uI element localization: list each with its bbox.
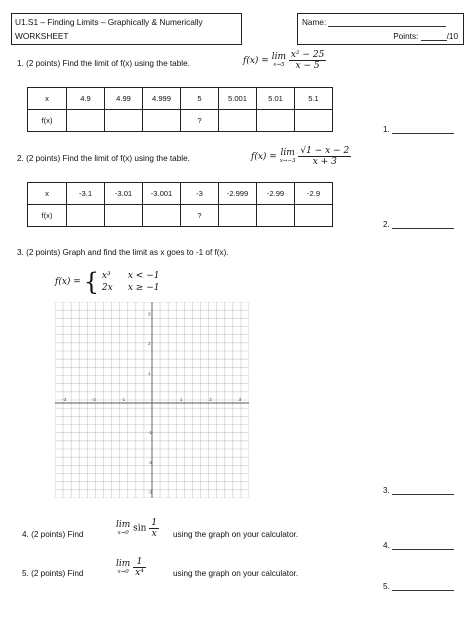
q2-x-3: -3.001: [143, 183, 181, 205]
y-tick-label: -3: [148, 489, 153, 495]
points-row: [393, 31, 458, 41]
q1-x-0: x: [28, 88, 67, 110]
points-label: Points:: [393, 32, 419, 41]
q5-answer: [383, 582, 454, 591]
q3-fx: f(x) =: [55, 277, 81, 287]
q2-f-4: ?: [181, 205, 219, 227]
x-tick-label: 2: [209, 397, 212, 402]
q3-answer: [383, 486, 454, 495]
q2-lim: lim x→−3: [279, 147, 296, 164]
q2-prompt: 2. (2 points) Find the limit of f(x) using the table.: [17, 154, 190, 163]
q2-x-4: -3: [181, 183, 219, 205]
name-label: Name:: [302, 18, 327, 27]
q1-answer-field[interactable]: [392, 125, 454, 134]
y-tick-label: 3: [148, 311, 151, 317]
q2-answer: [383, 220, 454, 229]
q4-answer-field[interactable]: [392, 541, 454, 550]
q1-fx: f(x) =: [243, 56, 269, 66]
q2-f-5[interactable]: [219, 205, 257, 227]
x-tick-label: -2: [91, 397, 96, 402]
q1-x-6: 5.01: [257, 88, 295, 110]
q1-f-7[interactable]: [295, 110, 333, 132]
q2-x-1: -3.1: [67, 183, 105, 205]
q4-formula: [116, 518, 159, 539]
x-tick-label: -3: [62, 397, 67, 402]
q3-graph-grid[interactable]: [55, 302, 249, 498]
q1-answer-label: 1.: [383, 125, 390, 134]
name-row: [302, 17, 446, 27]
q1-x-2: 4.99: [105, 88, 143, 110]
q1-x-3: 4.999: [143, 88, 181, 110]
q2-f-1[interactable]: [67, 205, 105, 227]
q1-formula: [243, 50, 326, 71]
q1-table: [27, 87, 333, 132]
y-tick-label: -1: [148, 430, 153, 436]
q5-fraction: $\frac{1}{\text{x⁴}}$: [135, 557, 144, 578]
q3-case2: 2x x ≥ −1: [101, 283, 160, 293]
q2-x-0: x: [28, 183, 67, 205]
q5-suffix: using the graph on your calculator.: [173, 569, 299, 578]
q2-x-5: -2.999: [219, 183, 257, 205]
q1-x-5: 5.001: [219, 88, 257, 110]
q2-x-7: -2.9: [295, 183, 333, 205]
q4-sin: sin: [133, 523, 147, 534]
q1-lim: lim x→5: [271, 51, 287, 68]
q2-x-2: -3.01: [105, 183, 143, 205]
q3-piecewise: [55, 268, 159, 296]
q3-answer-label: 3.: [383, 486, 390, 495]
q5-prompt: 5. (2 points) Find: [22, 569, 84, 578]
q2-f-0: f(x): [28, 205, 67, 227]
q1-fraction: $\frac{\text{x² − 25}}{x - 5}$: [290, 50, 325, 71]
q1-answer: [383, 125, 454, 134]
q3-case1: x³ x < −1: [101, 271, 160, 281]
q4-prompt: 4. (2 points) Find: [22, 530, 84, 539]
title-box: [11, 13, 242, 45]
q2-fx: f(x) =: [251, 152, 277, 162]
q2-answer-label: 2.: [383, 220, 390, 229]
q1-row-f: [28, 110, 333, 132]
q2-f-7[interactable]: [295, 205, 333, 227]
q2-fraction: $\frac{√1 - x - 2}{x + 3}$: [300, 146, 350, 167]
q4-fraction: $\frac{1}{x}$: [151, 518, 158, 539]
y-tick-label: -2: [148, 459, 153, 465]
worksheet-title: U1.S1 – Finding Limits – Graphically & Numerically: [15, 17, 203, 27]
name-points-box: [297, 13, 464, 45]
q1-f-2[interactable]: [105, 110, 143, 132]
q1-f-5[interactable]: [219, 110, 257, 132]
q1-x-1: 4.9: [67, 88, 105, 110]
q2-formula: [251, 146, 351, 167]
q2-answer-field[interactable]: [392, 220, 454, 229]
q5-lim: lim x→0: [116, 558, 131, 575]
x-tick-label: -1: [121, 397, 126, 402]
q1-f-3[interactable]: [143, 110, 181, 132]
q2-f-2[interactable]: [105, 205, 143, 227]
points-field[interactable]: [421, 31, 447, 41]
q2-f-6[interactable]: [257, 205, 295, 227]
q1-prompt: 1. (2 points) Find the limit of f(x) using the table.: [17, 59, 190, 68]
q1-x-7: 5.1: [295, 88, 333, 110]
q2-x-6: -2.99: [257, 183, 295, 205]
q2-row-x: [28, 183, 333, 205]
q1-f-0: f(x): [28, 110, 67, 132]
q1-row-x: [28, 88, 333, 110]
x-tick-label: 3: [238, 397, 242, 402]
q1-x-4: 5: [181, 88, 219, 110]
q1-f-1[interactable]: [67, 110, 105, 132]
q3-prompt: 3. (2 points) Graph and find the limit as x goes to -1 of f(x).: [17, 248, 229, 257]
q4-suffix: using the graph on your calculator.: [173, 530, 299, 539]
y-tick-label: 1: [148, 370, 151, 376]
x-tick-label: 1: [179, 397, 183, 402]
q5-formula: [116, 557, 146, 578]
q3-answer-field[interactable]: [392, 486, 454, 495]
q1-f-4: ?: [181, 110, 219, 132]
q3-cases: [102, 270, 160, 294]
q4-lim: lim x→0: [116, 519, 131, 536]
name-field[interactable]: [328, 17, 446, 27]
points-total: /10: [446, 32, 458, 41]
q1-f-6[interactable]: [257, 110, 295, 132]
q5-answer-label: 5.: [383, 582, 390, 591]
q2-f-3[interactable]: [143, 205, 181, 227]
q3-brace: {: [83, 268, 99, 296]
q2-table: [27, 182, 333, 227]
worksheet-subtitle: WORKSHEET: [15, 31, 69, 41]
q4-answer-label: 4.: [383, 541, 390, 550]
y-tick-label: 2: [148, 341, 151, 347]
q4-answer: [383, 541, 454, 550]
q2-row-f: [28, 205, 333, 227]
q5-answer-field[interactable]: [392, 582, 454, 591]
